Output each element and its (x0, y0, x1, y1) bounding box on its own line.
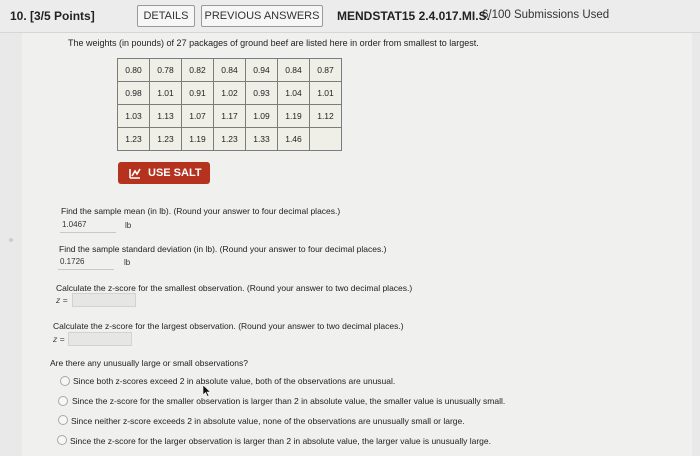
table-cell: 1.03 (118, 105, 150, 128)
table-cell: 1.07 (182, 105, 214, 128)
table-cell: 0.78 (150, 59, 182, 82)
mean-question: Find the sample mean (in lb). (Round your answer to four decimal places.) (61, 206, 341, 216)
z-small-question: Calculate the z-score for the smallest observation. (Round your answer to two decimal places.) (56, 283, 413, 293)
option-radio-4[interactable] (57, 435, 67, 445)
table-cell: 1.23 (118, 128, 150, 151)
salt-icon (128, 166, 142, 180)
table-cell: 0.84 (278, 59, 310, 82)
z-large-input[interactable] (68, 332, 132, 346)
option-2[interactable]: Since the z-score for the smaller observation is larger than 2 in absolute value, the smaller value is unusually small. (72, 396, 506, 406)
table-cell: 0.87 (310, 59, 342, 82)
mouse-cursor-icon (203, 385, 211, 397)
table-cell: 0.93 (246, 82, 278, 105)
table-cell: 0.91 (182, 82, 214, 105)
table-cell: 1.19 (182, 128, 214, 151)
sd-answer-field[interactable]: 0.1726 (58, 255, 114, 270)
table-cell: 0.98 (118, 82, 150, 105)
table-cell: 1.23 (214, 128, 246, 151)
z-small-label: z = (56, 295, 68, 305)
table-row (118, 82, 342, 105)
option-radio-1[interactable] (60, 376, 70, 386)
table-cell: 1.13 (150, 105, 182, 128)
sd-question: Find the sample standard deviation (in lb). (Round your answer to four decimal places.) (59, 244, 387, 254)
use-salt-button[interactable] (118, 162, 210, 184)
weights-table (117, 58, 342, 151)
table-cell: 1.04 (278, 82, 310, 105)
table-cell: 1.09 (246, 105, 278, 128)
problem-intro: The weights (in pounds) of 27 packages of ground beef are listed here in order from smallest to largest. (68, 38, 479, 48)
option-3[interactable]: Since neither z-score exceeds 2 in absolute value, none of the observations are unusually small or large. (71, 416, 465, 426)
margin-dot (9, 238, 13, 242)
z-small-input[interactable] (72, 293, 136, 307)
option-radio-3[interactable] (58, 415, 68, 425)
table-cell: 1.01 (310, 82, 342, 105)
table-cell: 1.12 (310, 105, 342, 128)
submissions-count: 6/100 Submissions Used (482, 9, 610, 21)
table-cell: 0.84 (214, 59, 246, 82)
question-id: MENDSTAT15 2.4.017.MI.S. (337, 9, 490, 23)
table-cell: 0.80 (118, 59, 150, 82)
question-header (0, 0, 700, 33)
unusual-question: Are there any unusually large or small observations? (50, 358, 248, 368)
table-row (118, 105, 342, 128)
table-cell: 1.02 (214, 82, 246, 105)
table-row (118, 59, 342, 82)
table-cell: 1.19 (278, 105, 310, 128)
sd-unit: lb (124, 258, 131, 267)
table-cell: 1.46 (278, 128, 310, 151)
table-cell: 1.17 (214, 105, 246, 128)
table-cell (310, 128, 342, 151)
table-cell: 1.01 (150, 82, 182, 105)
mean-unit: lb (125, 221, 132, 230)
z-large-question: Calculate the z-score for the largest observation. (Round your answer to two decimal places.) (53, 321, 404, 331)
table-cell: 1.23 (150, 128, 182, 151)
option-1[interactable]: Since both z-scores exceed 2 in absolute value, both of the observations are unusual. (73, 376, 396, 386)
option-4[interactable]: Since the z-score for the larger observation is larger than 2 in absolute value, the larger value is unusually large. (70, 436, 491, 446)
table-row (118, 128, 342, 151)
table-cell: 0.94 (246, 59, 278, 82)
details-button[interactable]: DETAILS (137, 5, 195, 27)
z-large-label: z = (53, 334, 65, 344)
mean-answer-field[interactable]: 1.0467 (60, 218, 116, 233)
option-radio-2[interactable] (58, 396, 68, 406)
table-cell: 1.33 (246, 128, 278, 151)
use-salt-label: USE SALT (148, 167, 202, 179)
previous-answers-button[interactable]: PREVIOUS ANSWERS (201, 5, 323, 27)
question-number: 10. [3/5 Points] (10, 9, 95, 23)
table-cell: 0.82 (182, 59, 214, 82)
